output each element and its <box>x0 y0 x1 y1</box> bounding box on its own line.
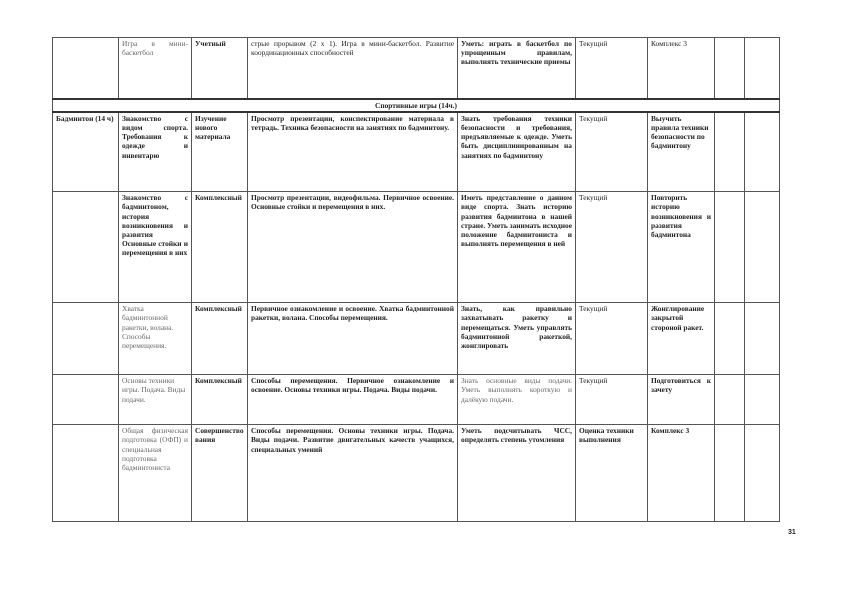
requirements-cell: Уметь: играть в баскетбол по упрощенным правилам, выполнять технические приемы <box>458 38 576 99</box>
homework-cell: Выучить правила техники безопасности по бадминтону <box>648 112 715 192</box>
control-type-cell: Текущий <box>576 192 648 303</box>
lesson-type-cell: Совершенствования <box>192 425 248 522</box>
lesson-type-cell: Комплексный <box>192 192 248 303</box>
lesson-type-cell: Комплексный <box>192 375 248 425</box>
lesson-type-cell: Изучение нового материала <box>192 112 248 192</box>
lesson-content-cell: Просмотр презентации, конспектирование материала в тетрадь. Техника безопасности на занятиях по бадминтону. <box>248 112 458 192</box>
lesson-topic-cell: Знакомство с видом спорта. Требования к одежде и инвентарю <box>119 112 192 192</box>
actual-date-cell <box>745 112 780 192</box>
control-type-cell: Текущий <box>576 375 648 425</box>
section-heading: Спортивные игры (14ч.) <box>53 99 780 112</box>
table-row <box>53 99 780 112</box>
control-type-cell: Оценка техники выполнения <box>576 425 648 522</box>
requirements-cell: Уметь подсчитывать ЧСС, определять степень утомления <box>458 425 576 522</box>
lesson-topic-cell: Основы техники игры. Подача. Виды подачи. <box>119 375 192 425</box>
lesson-topic-cell: Игра в мини-баскетбол <box>119 38 192 99</box>
lesson-content-cell: Способы перемещения. Первичное ознакомление и освоение. Основы техники игры. Подача. Виды подачи. <box>248 375 458 425</box>
table-row <box>53 38 780 99</box>
actual-date-cell <box>745 375 780 425</box>
section-cell <box>53 303 119 375</box>
lesson-type-cell: Учетный <box>192 38 248 99</box>
section-cell <box>53 192 119 303</box>
section-cell <box>53 375 119 425</box>
planned-date-cell <box>715 375 745 425</box>
table-row <box>53 375 780 425</box>
planned-date-cell <box>715 112 745 192</box>
homework-cell: Комплекс 3 <box>648 38 715 99</box>
page-number: 31 <box>788 529 796 536</box>
lesson-topic-cell: Общая физическая подготовка (ОФП) и специальная подготовка бадминтониста <box>119 425 192 522</box>
section-cell <box>53 38 119 99</box>
actual-date-cell <box>745 38 780 99</box>
control-type-cell: Текущий <box>576 38 648 99</box>
planned-date-cell <box>715 38 745 99</box>
actual-date-cell <box>745 192 780 303</box>
homework-cell: Комплекс 3 <box>648 425 715 522</box>
lesson-content-cell: Первичное ознакомление и освоение. Хватка бадминтонной ракетки, волана. Способы перемещения. <box>248 303 458 375</box>
table-row <box>53 192 780 303</box>
lesson-plan-table <box>52 37 780 522</box>
actual-date-cell <box>745 303 780 375</box>
actual-date-cell <box>745 425 780 522</box>
table-row <box>53 112 780 192</box>
homework-cell: Подготовиться к зачету <box>648 375 715 425</box>
control-type-cell: Текущий <box>576 112 648 192</box>
lesson-content-cell: Способы перемещения. Основы техники игры. Подача. Виды подачи. Развитие двигательных качеств учащихся, специальных умений <box>248 425 458 522</box>
control-type-cell: Текущий <box>576 303 648 375</box>
planned-date-cell <box>715 425 745 522</box>
lesson-type-cell: Комплексный <box>192 303 248 375</box>
homework-cell: Жонглирование закрытой стороной ракет. <box>648 303 715 375</box>
lesson-topic-cell: Знакомство с бадминтоном, история возникновения и развития Основные стойки и перемещения в них <box>119 192 192 303</box>
requirements-cell: Знать требования техники безопасности и требования, предъявляемые к одежде. Уметь быть дисциплинированным на занятиях по бадминтону <box>458 112 576 192</box>
lesson-content-cell: Просмотр презентации, видеофильма. Первичное освоение. Основные стойки и перемещения в них. <box>248 192 458 303</box>
requirements-cell: Иметь представление о данном виде спорта. Знать историю развития бадминтона в нашей стране. Уметь занимать исходное положение бадминтониста и выполнять перемещения в ней <box>458 192 576 303</box>
table-row <box>53 303 780 375</box>
homework-cell: Повторить историю возникновения и развития бадминтона <box>648 192 715 303</box>
requirements-cell: Знать, как правильно захватывать ракетку и перемещаться. Уметь управлять бадминтонной ракеткой, жонглировать <box>458 303 576 375</box>
section-cell: Бадминтон (14 ч) <box>53 112 119 192</box>
requirements-cell: Знать основные виды подачи. Уметь выполнять короткую и далёкую подачи. <box>458 375 576 425</box>
lesson-topic-cell: Хватка бадминтонной ракетки, волана. Способы перемещения. <box>119 303 192 375</box>
planned-date-cell <box>715 192 745 303</box>
lesson-content-cell: стрые прорывом (2 х 1). Игра в мини-баскетбол. Развитие координационных способностей <box>248 38 458 99</box>
table-row <box>53 425 780 522</box>
section-cell <box>53 425 119 522</box>
planned-date-cell <box>715 303 745 375</box>
